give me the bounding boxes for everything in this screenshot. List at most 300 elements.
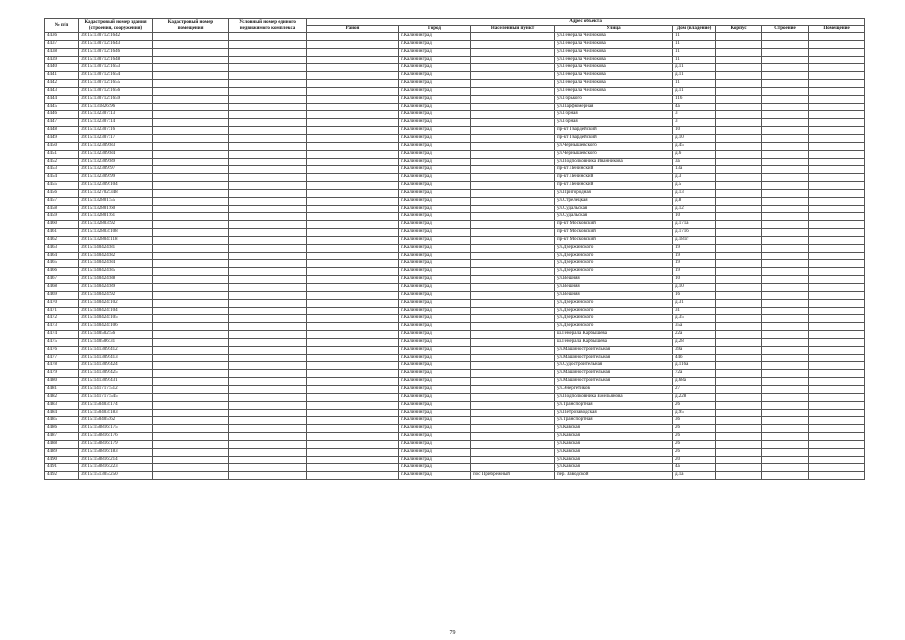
cell-num: 4450 [45, 142, 79, 150]
cell-city: г.Калининград [399, 370, 471, 378]
cell-cad-room [153, 307, 229, 315]
cell-street: пр-кт Московский [555, 221, 673, 229]
cell-street: ул.Кавская [555, 433, 673, 441]
cell-building [762, 315, 809, 323]
table-row [45, 291, 865, 299]
header-building: Строение [762, 26, 809, 33]
cell-cad-number: 39:15:132309:83 [79, 142, 153, 150]
cell-building [762, 425, 809, 433]
cell-district [307, 48, 399, 56]
cell-cad-number: 39:15:132307:14 [79, 119, 153, 127]
cell-cad-number: 39:15:132801:61 [79, 213, 153, 221]
table-row [45, 213, 865, 221]
cell-num: 4468 [45, 284, 79, 292]
header-address: Адрес объекта [307, 19, 865, 26]
cell-street: ул.Дзержинского [555, 244, 673, 252]
cell-cad-number: 39:15:150816:183 [79, 448, 153, 456]
cell-cad-number: 39:15:140424:82 [79, 252, 153, 260]
cell-house: д.171а [673, 221, 716, 229]
cell-cad-complex [229, 103, 307, 111]
cell-cad-room [153, 142, 229, 150]
cell-street: ул.Дзержинского [555, 260, 673, 268]
cell-district [307, 87, 399, 95]
cell-room [809, 425, 865, 433]
cell-street: ул.Машиностроительная [555, 370, 673, 378]
cell-cad-complex [229, 64, 307, 72]
cell-corpus [716, 111, 762, 119]
cell-corpus [716, 48, 762, 56]
cell-district [307, 158, 399, 166]
cell-city: г.Калининград [399, 417, 471, 425]
cell-house: 16 [673, 291, 716, 299]
cell-street: пр-кт Московский [555, 229, 673, 237]
cell-room [809, 284, 865, 292]
cell-cad-number: 39:15:130712:1642 [79, 33, 153, 41]
cell-district [307, 103, 399, 111]
cell-district [307, 385, 399, 393]
cell-building [762, 456, 809, 464]
cell-cad-room [153, 433, 229, 441]
cell-street: ул.Подполковника Емельянова [555, 393, 673, 401]
cell-settlement [471, 409, 555, 417]
cell-city: г.Калининград [399, 323, 471, 331]
cell-city: г.Калининград [399, 307, 471, 315]
table-row [45, 417, 865, 425]
cell-house: 4а [673, 464, 716, 472]
cell-house: 4а [673, 103, 716, 111]
cell-room [809, 95, 865, 103]
cell-street: ул.Горького [555, 95, 673, 103]
cell-city: г.Калининград [399, 378, 471, 386]
cell-settlement [471, 299, 555, 307]
cell-district [307, 346, 399, 354]
cell-settlement [471, 213, 555, 221]
cell-cad-complex [229, 378, 307, 386]
cell-room [809, 33, 865, 41]
table-row [45, 80, 865, 88]
table-row [45, 205, 865, 213]
cell-corpus [716, 440, 762, 448]
cell-settlement [471, 291, 555, 299]
cell-cad-number: 39:15:141309:424 [79, 362, 153, 370]
cell-num: 4463 [45, 244, 79, 252]
cell-cad-complex [229, 268, 307, 276]
cell-cad-complex [229, 174, 307, 182]
cell-num: 4447 [45, 119, 79, 127]
cell-cad-complex [229, 260, 307, 268]
cell-cad-number: 39:15:130712:1659 [79, 95, 153, 103]
cell-building [762, 189, 809, 197]
cell-building [762, 244, 809, 252]
cell-num: 4455 [45, 182, 79, 190]
cell-corpus [716, 338, 762, 346]
cell-num: 4452 [45, 158, 79, 166]
cell-house: д.45 [673, 142, 716, 150]
cell-city: г.Калининград [399, 362, 471, 370]
header-street: Улица [555, 26, 673, 33]
cell-city: г.Калининград [399, 33, 471, 41]
cell-settlement [471, 370, 555, 378]
cell-corpus [716, 323, 762, 331]
cell-cad-room [153, 315, 229, 323]
cell-street: ул.Кавская [555, 425, 673, 433]
cell-street: ул.Энергетиков [555, 385, 673, 393]
cell-cad-number: 39:15:130712:1648 [79, 56, 153, 64]
cell-room [809, 252, 865, 260]
cell-cad-room [153, 33, 229, 41]
cell-building [762, 150, 809, 158]
cell-city: г.Калининград [399, 72, 471, 80]
cell-corpus [716, 425, 762, 433]
cell-cad-number: 39:15:150816:176 [79, 433, 153, 441]
cell-cad-complex [229, 127, 307, 135]
cell-city: г.Калининград [399, 229, 471, 237]
cell-cad-complex [229, 166, 307, 174]
cell-cad-room [153, 464, 229, 472]
cell-building [762, 142, 809, 150]
cell-district [307, 370, 399, 378]
table-row [45, 378, 865, 386]
cell-street: ул.Чернышевского [555, 142, 673, 150]
table-row [45, 95, 865, 103]
cell-corpus [716, 221, 762, 229]
cell-building [762, 307, 809, 315]
cell-cad-room [153, 236, 229, 244]
cell-corpus [716, 315, 762, 323]
cell-num: 4469 [45, 291, 79, 299]
cell-district [307, 205, 399, 213]
cell-cad-complex [229, 221, 307, 229]
cell-num: 4459 [45, 213, 79, 221]
cell-settlement [471, 433, 555, 441]
cell-cad-room [153, 276, 229, 284]
table-row [45, 189, 865, 197]
cell-cad-complex [229, 150, 307, 158]
cell-building [762, 331, 809, 339]
cell-num: 4453 [45, 166, 79, 174]
table-row [45, 338, 865, 346]
cell-building [762, 182, 809, 190]
cell-house: 19 [673, 244, 716, 252]
cell-room [809, 307, 865, 315]
cell-settlement [471, 142, 555, 150]
table-row [45, 40, 865, 48]
cell-building [762, 166, 809, 174]
cell-house: 35а [673, 323, 716, 331]
cell-house: 19 [673, 260, 716, 268]
cell-street: ул.Дзержинского [555, 252, 673, 260]
cell-settlement [471, 276, 555, 284]
cell-district [307, 472, 399, 480]
cell-settlement [471, 323, 555, 331]
cell-cad-complex [229, 40, 307, 48]
cell-cad-room [153, 385, 229, 393]
cell-cad-room [153, 127, 229, 135]
cell-house: д.116а [673, 362, 716, 370]
cell-street: ул.Кавская [555, 464, 673, 472]
cell-corpus [716, 409, 762, 417]
cell-corpus [716, 119, 762, 127]
cell-num: 4491 [45, 464, 79, 472]
cell-room [809, 174, 865, 182]
cell-building [762, 72, 809, 80]
cell-city: г.Калининград [399, 103, 471, 111]
cell-street: ул.Чернышевского [555, 150, 673, 158]
cell-cad-room [153, 95, 229, 103]
cell-cad-complex [229, 331, 307, 339]
cell-cad-complex [229, 189, 307, 197]
cell-num: 4462 [45, 236, 79, 244]
cell-street: пер. Заводской [555, 472, 673, 480]
cell-house: 10 [673, 276, 716, 284]
cell-corpus [716, 464, 762, 472]
cell-building [762, 111, 809, 119]
header-settlement: Населенный пункт [471, 26, 555, 33]
table-row [45, 127, 865, 135]
cell-num: 4457 [45, 197, 79, 205]
cell-num: 4458 [45, 205, 79, 213]
cell-building [762, 448, 809, 456]
cell-cad-number: 39:15:130712:1655 [79, 80, 153, 88]
cell-street: ул.Машиностроительная [555, 346, 673, 354]
cell-city: г.Калининград [399, 433, 471, 441]
cell-city: г.Калининград [399, 393, 471, 401]
cell-district [307, 150, 399, 158]
cell-house: 3 [673, 111, 716, 119]
cell-house: д.10 [673, 284, 716, 292]
cell-cad-complex [229, 299, 307, 307]
cell-room [809, 103, 865, 111]
cell-num: 4488 [45, 440, 79, 448]
cell-room [809, 338, 865, 346]
cell-room [809, 158, 865, 166]
cell-cad-number: 39:15:130712:1653 [79, 64, 153, 72]
cell-num: 4436 [45, 33, 79, 41]
cell-corpus [716, 197, 762, 205]
cell-street: ул.Генерала Челнокова [555, 72, 673, 80]
cell-building [762, 229, 809, 237]
cell-cad-number: 39:15:140424:102 [79, 299, 153, 307]
cell-street: пр-кт Ленинский [555, 166, 673, 174]
cell-district [307, 448, 399, 456]
cell-num: 4465 [45, 260, 79, 268]
cell-num: 4485 [45, 417, 79, 425]
cell-num: 4461 [45, 229, 79, 237]
cell-room [809, 48, 865, 56]
cell-cad-room [153, 472, 229, 480]
cell-corpus [716, 205, 762, 213]
cell-district [307, 33, 399, 41]
cell-house: 26 [673, 448, 716, 456]
cell-street: ул.Вешняя [555, 291, 673, 299]
cell-corpus [716, 448, 762, 456]
cell-settlement [471, 166, 555, 174]
table-row [45, 150, 865, 158]
cell-settlement [471, 401, 555, 409]
cell-room [809, 409, 865, 417]
cell-num: 4456 [45, 189, 79, 197]
cell-corpus [716, 127, 762, 135]
register-table [44, 18, 865, 480]
cell-cad-room [153, 111, 229, 119]
cell-city: г.Калининград [399, 260, 471, 268]
cell-cad-room [153, 103, 229, 111]
cell-num: 4443 [45, 87, 79, 95]
cell-cad-number: 39:15:141717:512 [79, 385, 153, 393]
cell-room [809, 346, 865, 354]
cell-city: г.Калининград [399, 331, 471, 339]
cell-num: 4486 [45, 425, 79, 433]
cell-house: 11 [673, 40, 716, 48]
cell-house: 31 [673, 307, 716, 315]
cell-room [809, 448, 865, 456]
cell-num: 4444 [45, 95, 79, 103]
cell-street: ул.Подполковника Иванникова [555, 158, 673, 166]
cell-num: 4467 [45, 276, 79, 284]
cell-district [307, 354, 399, 362]
cell-cad-number: 39:15:150816:179 [79, 440, 153, 448]
cell-cad-room [153, 362, 229, 370]
cell-cad-number: 39:15:132307:17 [79, 134, 153, 142]
cell-corpus [716, 134, 762, 142]
cell-corpus [716, 276, 762, 284]
cell-cad-number: 39:15:141309:431 [79, 378, 153, 386]
cell-cad-number: 39:15:141717:545 [79, 393, 153, 401]
cell-corpus [716, 150, 762, 158]
cell-building [762, 268, 809, 276]
cell-house: 10 [673, 127, 716, 135]
cell-room [809, 213, 865, 221]
cell-room [809, 142, 865, 150]
cell-building [762, 291, 809, 299]
cell-settlement [471, 221, 555, 229]
cell-room [809, 315, 865, 323]
cell-city: г.Калининград [399, 448, 471, 456]
cell-settlement [471, 189, 555, 197]
cell-num: 4487 [45, 433, 79, 441]
cell-city: г.Калининград [399, 197, 471, 205]
cell-cad-complex [229, 119, 307, 127]
cell-district [307, 142, 399, 150]
cell-cad-room [153, 197, 229, 205]
cell-city: г.Калининград [399, 111, 471, 119]
cell-district [307, 229, 399, 237]
cell-settlement [471, 95, 555, 103]
table-row [45, 433, 865, 441]
cell-cad-number: 39:15:140424:85 [79, 268, 153, 276]
cell-city: г.Калининград [399, 409, 471, 417]
cell-city: г.Калининград [399, 346, 471, 354]
cell-room [809, 417, 865, 425]
cell-street: ул.Генерала Челнокова [555, 87, 673, 95]
cell-cad-room [153, 134, 229, 142]
cell-street: ул.Генерала Челнокова [555, 56, 673, 64]
cell-cad-number: 39:15:132801:60 [79, 205, 153, 213]
cell-cad-room [153, 331, 229, 339]
cell-room [809, 401, 865, 409]
cell-cad-complex [229, 276, 307, 284]
cell-district [307, 236, 399, 244]
cell-city: г.Калининград [399, 291, 471, 299]
cell-city: г.Калининград [399, 95, 471, 103]
cell-settlement [471, 127, 555, 135]
cell-district [307, 197, 399, 205]
cell-corpus [716, 87, 762, 95]
cell-cad-number: 39:15:150816:175 [79, 425, 153, 433]
cell-room [809, 80, 865, 88]
cell-cad-room [153, 80, 229, 88]
cell-cad-complex [229, 433, 307, 441]
cell-cad-complex [229, 95, 307, 103]
cell-settlement [471, 425, 555, 433]
table-row [45, 103, 865, 111]
cell-room [809, 456, 865, 464]
cell-room [809, 385, 865, 393]
cell-house: д.35 [673, 315, 716, 323]
cell-city: г.Калининград [399, 315, 471, 323]
cell-house: д.171б [673, 229, 716, 237]
cell-district [307, 174, 399, 182]
cell-corpus [716, 182, 762, 190]
cell-corpus [716, 158, 762, 166]
page-number: 79 [449, 630, 456, 636]
cell-house: д.11 [673, 72, 716, 80]
cell-cad-complex [229, 417, 307, 425]
cell-building [762, 48, 809, 56]
cell-num: 4470 [45, 299, 79, 307]
cell-settlement [471, 33, 555, 41]
cell-cad-number: 39:15:131826:96 [79, 103, 153, 111]
table-row [45, 276, 865, 284]
cell-building [762, 276, 809, 284]
cell-building [762, 409, 809, 417]
cell-room [809, 276, 865, 284]
table-row [45, 472, 865, 480]
cell-house: 13а [673, 166, 716, 174]
cell-settlement [471, 64, 555, 72]
header-house: Дом (владение) [673, 26, 716, 33]
cell-corpus [716, 56, 762, 64]
table-row [45, 440, 865, 448]
cell-room [809, 205, 865, 213]
table-body [45, 33, 865, 480]
cell-street: ул.Дзержинского [555, 299, 673, 307]
cell-city: г.Калининград [399, 354, 471, 362]
cell-building [762, 236, 809, 244]
cell-settlement [471, 260, 555, 268]
cell-district [307, 252, 399, 260]
cell-street: ул.Генерала Челнокова [555, 40, 673, 48]
cell-num: 4481 [45, 385, 79, 393]
cell-cad-room [153, 291, 229, 299]
cell-num: 4471 [45, 307, 79, 315]
cell-building [762, 338, 809, 346]
cell-house: 11 [673, 33, 716, 41]
cell-cad-room [153, 48, 229, 56]
cell-house: д.13 [673, 189, 716, 197]
cell-cad-complex [229, 456, 307, 464]
cell-cad-room [153, 119, 229, 127]
cell-district [307, 401, 399, 409]
cell-corpus [716, 362, 762, 370]
cell-settlement [471, 205, 555, 213]
cell-cad-number: 39:15:140424:92 [79, 291, 153, 299]
cell-cad-number: 39:15:140424:84 [79, 260, 153, 268]
cell-settlement [471, 87, 555, 95]
cell-cad-complex [229, 385, 307, 393]
cell-room [809, 299, 865, 307]
cell-street: ул.Дзержинского [555, 307, 673, 315]
